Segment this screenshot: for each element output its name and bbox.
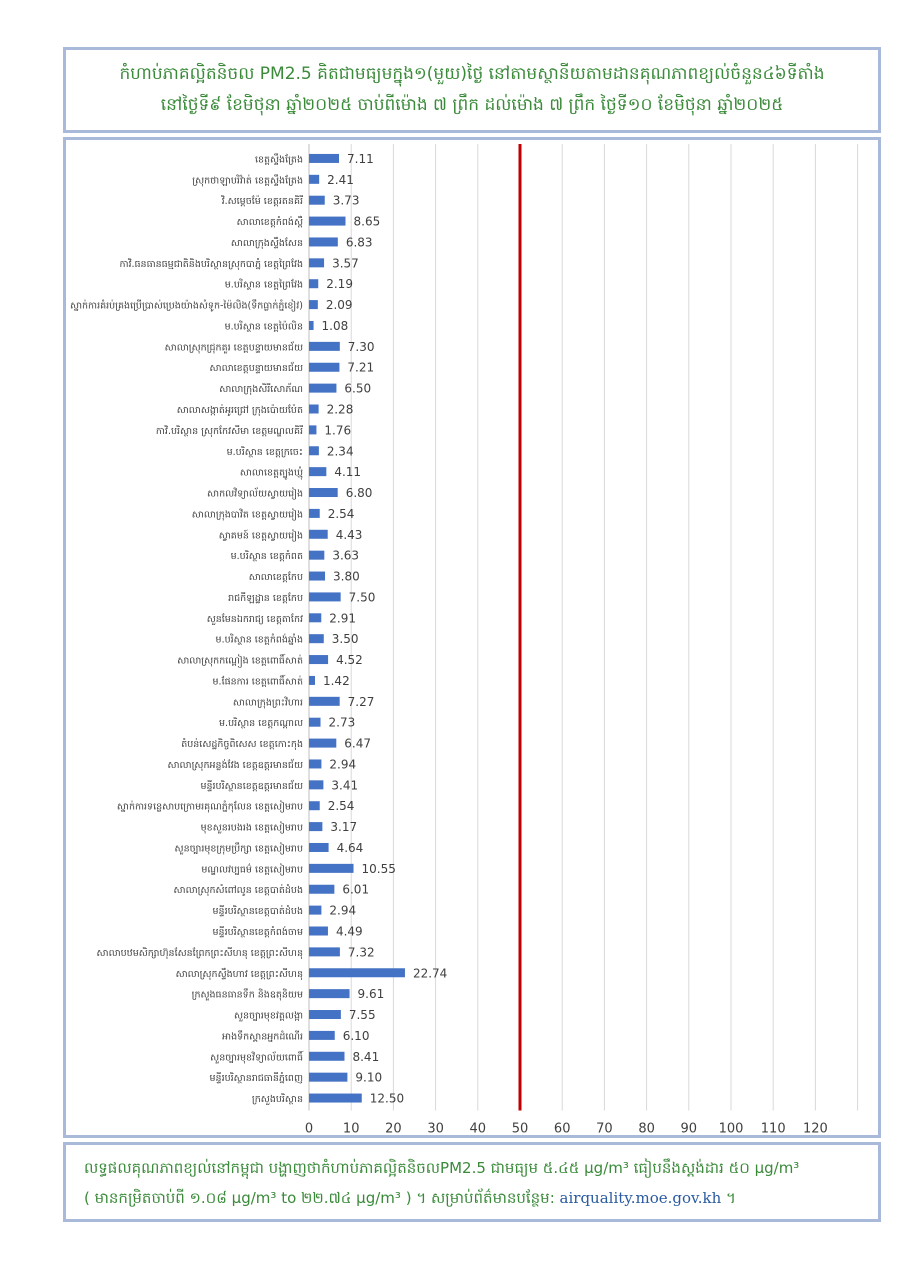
value-label: 7.11: [347, 151, 374, 166]
bar: [309, 843, 329, 852]
bar: [309, 822, 322, 831]
title-line-2: នៅថ្ងៃទី៩ ខែមិថុនា ឆ្នាំ២០២៥ ចាប់ពីម៉ោង ៧ ព្រឹក ដល់ម៉ោង ៧ ព្រឹក ថ្ងៃទី១០ ខែមិថុនា ឆ្នាំ២០២៥: [160, 95, 784, 115]
category-label: សាលាក្រុងបាវិត ខេត្តស្វាយរៀង: [191, 509, 303, 521]
title-line-1: កំហាប់ភាគល្អិតនិចល PM2.5 គិតជាមធ្យមក្នុង១(មួយ)ថ្ងៃ នៅតាមស្ថានីយតាមដានគុណភាពខ្យល់ចំនួន៤៦ទីតាំង: [119, 64, 825, 84]
category-label: ខេត្តស្ទឹងត្រែង: [254, 154, 303, 166]
bar: [309, 1010, 341, 1019]
bar: [309, 196, 325, 205]
bar: [309, 864, 354, 873]
bar: [309, 425, 316, 434]
category-label: សាលាខេត្តត្បូងឃ្មុំ: [239, 467, 303, 479]
value-label: 2.54: [327, 506, 355, 521]
category-label: សាលាខេត្តកែប: [248, 572, 303, 584]
bar: [309, 509, 320, 518]
category-label: មន្ទីរបរិស្ថានរាជធានីភ្នំពេញ: [209, 1073, 303, 1085]
category-label: ស្នាក់ការគំរប់គ្រងប្រើប្រាស់ប្រេងយ៉ាងសំទូក-ម៉ៃលិង(ទឹកធ្លាក់ភ្នំខៀវ): [69, 300, 303, 312]
footer-box: [63, 1142, 881, 1222]
category-label: សាកលវិទ្យាល័យស្វាយរៀង: [207, 488, 303, 500]
bar: [309, 947, 340, 956]
bar: [309, 1073, 347, 1082]
value-label: 2.28: [326, 402, 354, 417]
category-label: សាលាស្រុកអន្លង់វែង ខេត្តឧត្តរមានជ័យ: [167, 759, 303, 771]
bar: [309, 279, 318, 288]
footer-line-2-suffix: ។: [721, 1189, 736, 1207]
bar: [309, 885, 334, 894]
category-label: ម.បរិស្ថាន ខេត្តកណ្តាល: [219, 718, 303, 730]
bar: [309, 634, 324, 643]
value-label: 2.09: [325, 298, 353, 313]
bar: [309, 989, 350, 998]
category-label: សួនច្បារមុខវិទ្យាល័យពោធិ៍: [210, 1052, 303, 1064]
value-label: 4.52: [336, 653, 363, 668]
value-label: 22.74: [412, 966, 448, 981]
footer-line-1: លទ្ធផលគុណភាពខ្យល់នៅកម្ពុជា បង្ហាញថាកំហាប់ភាគល្អិតនិចលPM2.5 ជាមធ្យម ៥.៤៥ µg/m³ ធៀបនឹងស្តង់ដារ ៥០ µg/m³: [84, 1159, 800, 1177]
category-label: កាវិ.ធនធានធម្មជាតិនិងបរិស្ថានស្រុកបាភ្នំ ខេត្តព្រៃវែង: [119, 258, 303, 270]
category-label: សាលាស្រុកជ្រុកគួរ ខេត្តបន្ទាយមានជ័យ: [164, 342, 303, 354]
bar: [309, 488, 338, 497]
category-label: សាលាក្រុងព្រះវិហារ: [232, 697, 303, 709]
x-tick-label: 80: [638, 1121, 655, 1135]
bar: [309, 1031, 335, 1040]
category-label: សួនមែនឯករាជ្យ ខេត្តតាកែវ: [206, 613, 303, 625]
bar: [309, 676, 315, 685]
value-label: 2.91: [329, 611, 356, 626]
value-label: 3.17: [330, 820, 358, 835]
footer-line-2: [84, 1187, 868, 1209]
bar: [309, 780, 323, 789]
value-label: 9.10: [355, 1070, 383, 1085]
bar: [309, 801, 320, 810]
x-tick-label: 110: [760, 1121, 786, 1135]
category-label: ស្រុកថាឡាបរិវ៉ាត់ ខេត្តស្ទឹងត្រែង: [192, 175, 303, 187]
x-tick-label: 50: [511, 1121, 529, 1135]
bar: [309, 384, 336, 393]
value-label: 1.08: [321, 318, 349, 333]
value-label: 3.80: [333, 569, 360, 584]
category-label: សាលាស្រុកកណ្តៀង ខេត្តពោធិ៍សាត់: [177, 655, 303, 667]
bar: [309, 321, 314, 330]
bar: [309, 446, 319, 455]
category-label: មណ្ឌលវប្បធម៌ ខេត្តសៀមរាប: [201, 864, 303, 876]
value-label: 7.27: [347, 694, 375, 709]
bar: [309, 655, 328, 664]
category-label: សាលាក្រុងសិរីសោភ័ណ: [219, 384, 303, 396]
bar: [309, 906, 321, 915]
bar: [309, 300, 318, 309]
x-tick-label: 10: [342, 1121, 360, 1135]
value-label: 2.19: [326, 277, 353, 292]
bar: [309, 175, 319, 184]
value-label: 6.50: [344, 381, 372, 396]
x-tick-label: 90: [680, 1121, 698, 1135]
bar: [309, 154, 339, 163]
value-label: 3.63: [332, 548, 360, 563]
bar: [309, 342, 340, 351]
bar: [309, 237, 338, 246]
category-label: ស្នាក់ការទន្លេសាបក្រោមរគុណភ្នំកុលែន ខេត្តសៀមរាប: [116, 801, 303, 813]
value-label: 7.55: [348, 1008, 376, 1023]
bar: [309, 217, 346, 226]
category-label: សាលាបឋមសិក្សាហ៊ុនសែនព្រែកព្រះសីហនុ ខេត្តព្រះសីហនុ: [96, 947, 303, 959]
bar: [309, 530, 328, 539]
website-link[interactable]: airquality.moe.gov.kh: [559, 1189, 722, 1207]
value-label: 7.30: [347, 339, 375, 354]
category-label: អាងទឹកស្ពានអ្នកដំណើរ: [222, 1031, 303, 1043]
category-label: តំបន់សេដ្ឋកិច្ចពិសេស ខេត្តកោះកុង: [181, 739, 303, 751]
bar: [309, 572, 325, 581]
bar: [309, 551, 324, 560]
value-label: 2.73: [328, 715, 356, 730]
category-label: សាលាខេត្តបន្ទាយមានជ័យ: [209, 363, 303, 375]
bar: [309, 697, 340, 706]
value-label: 7.32: [347, 945, 375, 960]
category-label: មន្ទីរបរិស្ថានខេត្តបាត់ដំបង: [212, 906, 303, 918]
value-label: 4.11: [334, 465, 362, 480]
value-label: 3.57: [332, 256, 359, 271]
x-tick-label: 70: [596, 1121, 613, 1135]
value-label: 7.50: [348, 590, 376, 605]
category-label: ម.ផែនការ ខេត្តពោធិ៍សាត់: [212, 676, 303, 688]
bar: [309, 739, 336, 748]
category-label: កាវិ.បរិស្ថាន ស្រុកកែវសីមា ខេត្តមណ្ឌលគិរី: [155, 425, 303, 437]
value-label: 4.43: [335, 527, 363, 542]
category-label: សាលាក្រុងស្ទឹងសែន: [230, 237, 303, 249]
value-label: 2.54: [327, 799, 355, 814]
bar: [309, 405, 319, 414]
value-label: 8.41: [352, 1049, 380, 1064]
category-label: សាលាខេត្តកំពង់ស្ពឺ: [236, 217, 303, 229]
footer-line-2-prefix: ( មានកម្រិតចាប់ពី ១.០៨ µg/m³ to ២២.៧៤ µg/m³ ) ។ សម្រាប់ព័ត៌មានបន្ថែម:: [84, 1189, 560, 1207]
value-label: 3.73: [332, 193, 360, 208]
bar: [309, 759, 321, 768]
x-tick-label: 120: [802, 1121, 828, 1135]
category-label: មុខសួនរបងរង ខេត្តសៀមរាប: [200, 822, 303, 834]
value-label: 6.01: [342, 882, 370, 897]
category-label: ម.បរិស្ថាន ខេត្តក្រចេះ: [226, 446, 303, 458]
category-label: ម.បរិស្ថាន ខេត្តប៉ៃលិន: [224, 321, 303, 333]
chart-box: [63, 137, 881, 1138]
bar: [309, 968, 405, 977]
value-label: 8.65: [353, 214, 381, 229]
category-label: ម.បរិស្ថាន ខេត្តព្រៃវែង: [224, 279, 303, 291]
value-label: 3.50: [331, 632, 359, 647]
category-label: ស្វាគមន៍ ខេត្តស្វាយរៀង: [218, 530, 303, 542]
category-label: ក្រសួងបរិស្ថាន: [251, 1094, 303, 1106]
category-label: សាលាស្រុកស្ទឹងហាវ ខេត្តព្រះសីហនុ: [175, 968, 303, 980]
value-label: 12.50: [369, 1091, 405, 1106]
value-label: 1.76: [324, 423, 352, 438]
value-label: 3.41: [331, 778, 359, 793]
bar: [309, 363, 339, 372]
category-label: វិ.សម្តេចម៉ែ ខេត្តរតនគិរី: [221, 196, 303, 208]
bar: [309, 592, 341, 601]
value-label: 2.41: [327, 172, 354, 187]
x-tick-label: 40: [469, 1121, 487, 1135]
category-label: ម.បរិស្ថាន ខេត្តកំពង់ឆ្នាំង: [215, 634, 303, 646]
bar: [309, 613, 321, 622]
x-tick-label: 0: [304, 1121, 314, 1135]
value-label: 6.10: [342, 1028, 370, 1043]
category-label: មន្ទីរបរិស្ថានខេត្តកំពង់ចាម: [212, 927, 303, 938]
category-label: ម.បរិស្ថាន ខេត្តកំពត: [230, 551, 303, 563]
value-label: 4.49: [335, 924, 363, 939]
bar: [309, 718, 321, 727]
category-label: សាលាស្រុកសំពៅលូន ខេត្តបាត់ដំបង: [173, 885, 303, 897]
value-label: 4.64: [336, 840, 364, 855]
category-label: សួនច្បារមុខក្រុមប្រឹក្សា ខេត្តសៀមរាប: [174, 843, 303, 855]
value-label: 1.42: [322, 673, 350, 688]
bar: [309, 1094, 362, 1103]
bar: [309, 927, 328, 936]
value-label: 6.47: [344, 736, 372, 751]
x-tick-label: 30: [427, 1121, 444, 1135]
bar: [309, 258, 324, 267]
category-label: សាលាសង្កាត់អូរជ្រៅ ក្រុងប៉ោយប៉ែត: [176, 405, 303, 416]
value-label: 6.80: [345, 486, 373, 501]
value-label: 6.83: [345, 235, 373, 250]
category-label: រាជកីឡដ្ឋាន ខេត្តកែប: [228, 592, 303, 604]
category-label: មន្ទីរបរិស្ថានខេត្តឧត្តរមានជ័យ: [200, 780, 303, 792]
value-label: 7.21: [347, 360, 375, 375]
category-label: ក្រសួងធនធានទឹក និងឧតុនិយម: [191, 989, 303, 1001]
bar: [309, 467, 326, 476]
value-label: 10.55: [361, 861, 396, 876]
value-label: 9.61: [357, 987, 385, 1002]
category-label: សួនច្បារមុខវត្តលង្កា: [233, 1010, 303, 1022]
bar: [309, 1052, 344, 1061]
value-label: 2.34: [326, 444, 354, 459]
x-tick-label: 20: [385, 1121, 402, 1135]
value-label: 2.94: [329, 757, 357, 772]
pm25-bar-chart: [66, 140, 878, 1135]
title-box: [63, 47, 881, 133]
x-tick-label: 60: [553, 1121, 571, 1135]
value-label: 2.94: [329, 903, 357, 918]
x-tick-label: 100: [718, 1121, 744, 1135]
